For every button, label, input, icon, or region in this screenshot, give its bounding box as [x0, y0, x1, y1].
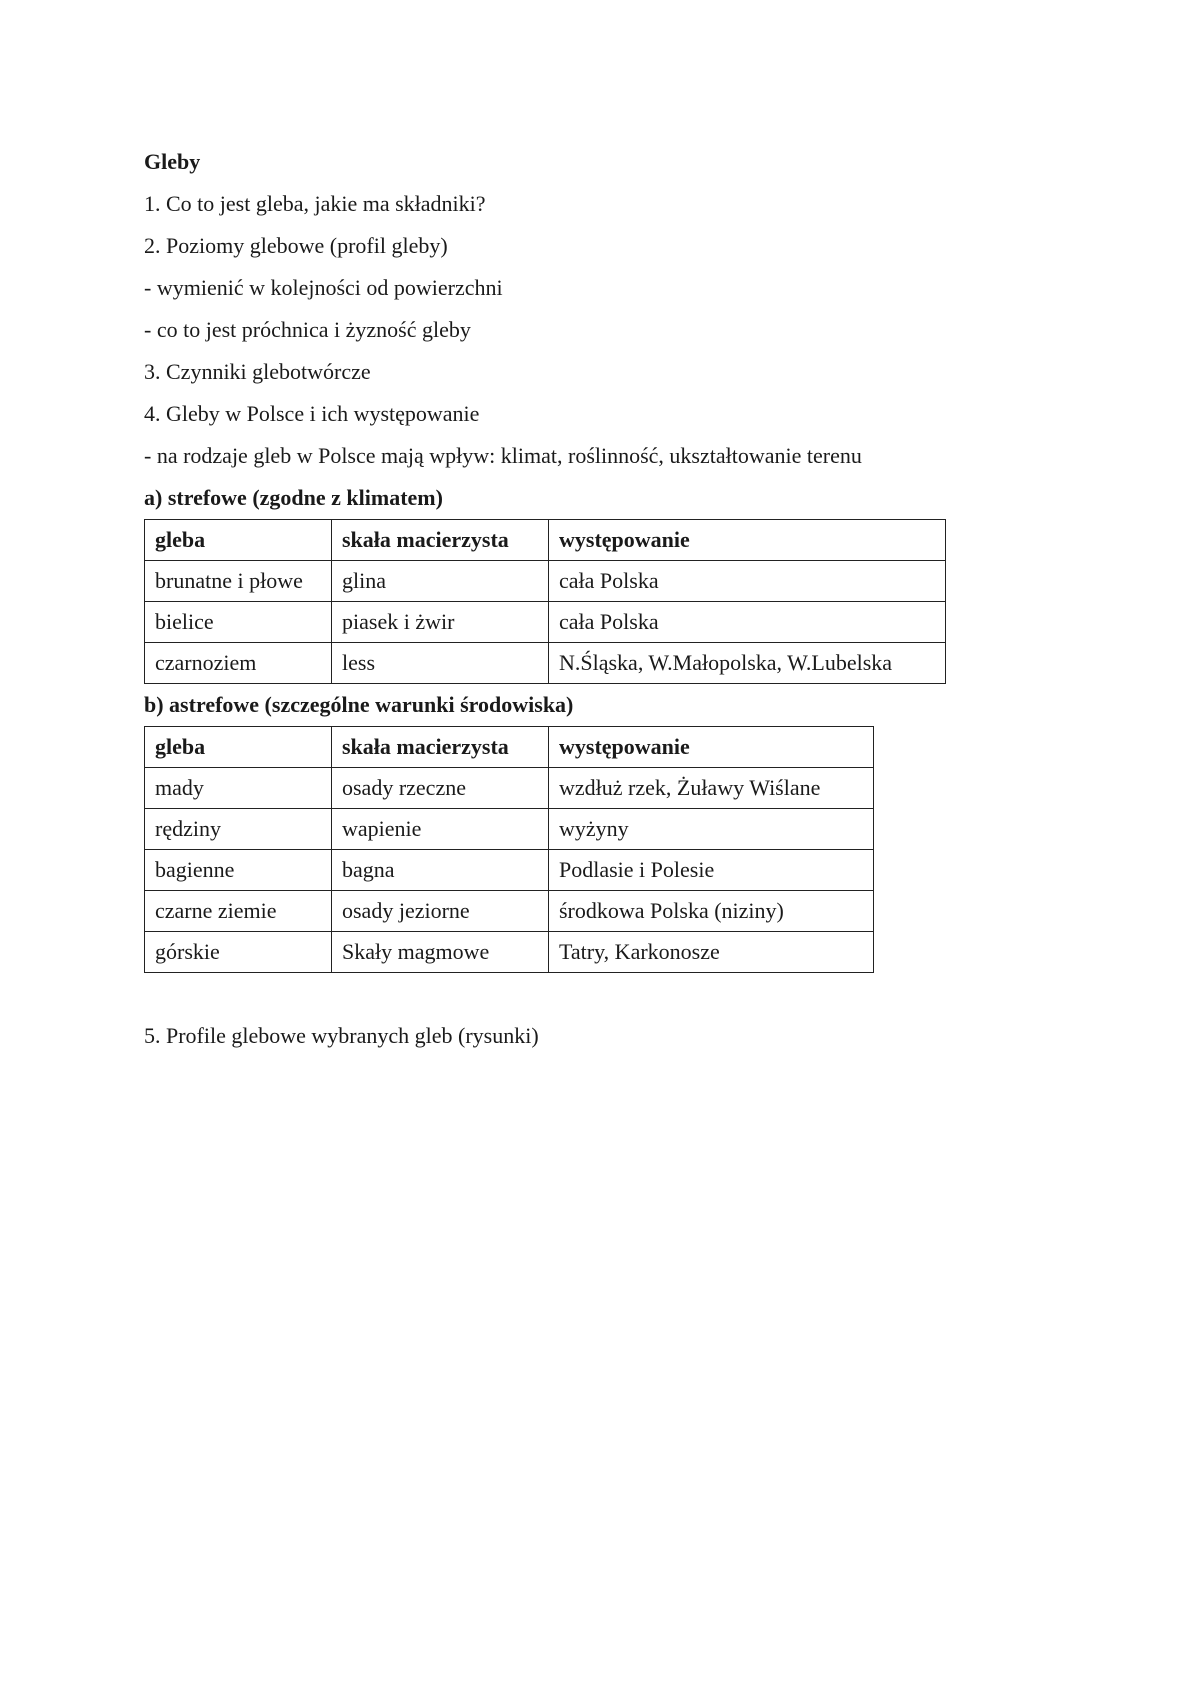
table-cell: cała Polska — [549, 561, 946, 602]
question-1: 1. Co to jest gleba, jakie ma składniki? — [144, 191, 486, 216]
column-header-occurrence: występowanie — [549, 520, 946, 561]
table-cell: Podlasie i Polesie — [549, 850, 874, 891]
table-row — [145, 768, 874, 809]
table-cell: Skały magmowe — [332, 932, 549, 973]
table-cell: osady rzeczne — [332, 768, 549, 809]
blank-line — [144, 973, 1104, 1015]
question-2-sub-1: - wymienić w kolejności od powierzchni — [144, 275, 503, 300]
zonal-soils-table — [144, 519, 946, 684]
table-cell: wzdłuż rzek, Żuławy Wiślane — [549, 768, 874, 809]
table-cell: bielice — [145, 602, 332, 643]
table-row — [145, 809, 874, 850]
table-cell: wyżyny — [549, 809, 874, 850]
table-cell: Tatry, Karkonosze — [549, 932, 874, 973]
question-4-sub-1: - na rodzaje gleb w Polsce mają wpływ: klimat, roślinność, ukształtowanie terenu — [144, 443, 862, 468]
document-content — [144, 141, 1104, 1057]
table-row — [145, 561, 946, 602]
table-cell: piasek i żwir — [332, 602, 549, 643]
document-title: Gleby — [144, 149, 201, 174]
table-cell: górskie — [145, 932, 332, 973]
table-row — [145, 602, 946, 643]
table-cell: N.Śląska, W.Małopolska, W.Lubelska — [549, 643, 946, 684]
question-2-sub-2: - co to jest próchnica i żyzność gleby — [144, 317, 471, 342]
table-row — [145, 891, 874, 932]
table-cell: bagienne — [145, 850, 332, 891]
table-cell: wapienie — [332, 809, 549, 850]
column-header-soil: gleba — [145, 727, 332, 768]
table-cell: rędziny — [145, 809, 332, 850]
table-cell: czarnoziem — [145, 643, 332, 684]
question-4: 4. Gleby w Polsce i ich występowanie — [144, 401, 480, 426]
section-b-heading: b) astrefowe (szczególne warunki środowiska) — [144, 692, 574, 717]
azonal-soils-table — [144, 726, 874, 973]
table-cell: mady — [145, 768, 332, 809]
column-header-parent-rock: skała macierzysta — [332, 520, 549, 561]
table-row — [145, 643, 946, 684]
table-row — [145, 850, 874, 891]
table-cell: środkowa Polska (niziny) — [549, 891, 874, 932]
table-cell: osady jeziorne — [332, 891, 549, 932]
table-cell: cała Polska — [549, 602, 946, 643]
section-a-heading: a) strefowe (zgodne z klimatem) — [144, 485, 443, 510]
question-3: 3. Czynniki glebotwórcze — [144, 359, 371, 384]
table-cell: bagna — [332, 850, 549, 891]
table-header-row — [145, 520, 946, 561]
table-cell: glina — [332, 561, 549, 602]
question-2: 2. Poziomy glebowe (profil gleby) — [144, 233, 448, 258]
column-header-parent-rock: skała macierzysta — [332, 727, 549, 768]
table-header-row — [145, 727, 874, 768]
table-row — [145, 932, 874, 973]
column-header-soil: gleba — [145, 520, 332, 561]
table-cell: less — [332, 643, 549, 684]
column-header-occurrence: występowanie — [549, 727, 874, 768]
table-cell: brunatne i płowe — [145, 561, 332, 602]
question-5: 5. Profile glebowe wybranych gleb (rysunki) — [144, 1023, 539, 1048]
table-cell: czarne ziemie — [145, 891, 332, 932]
